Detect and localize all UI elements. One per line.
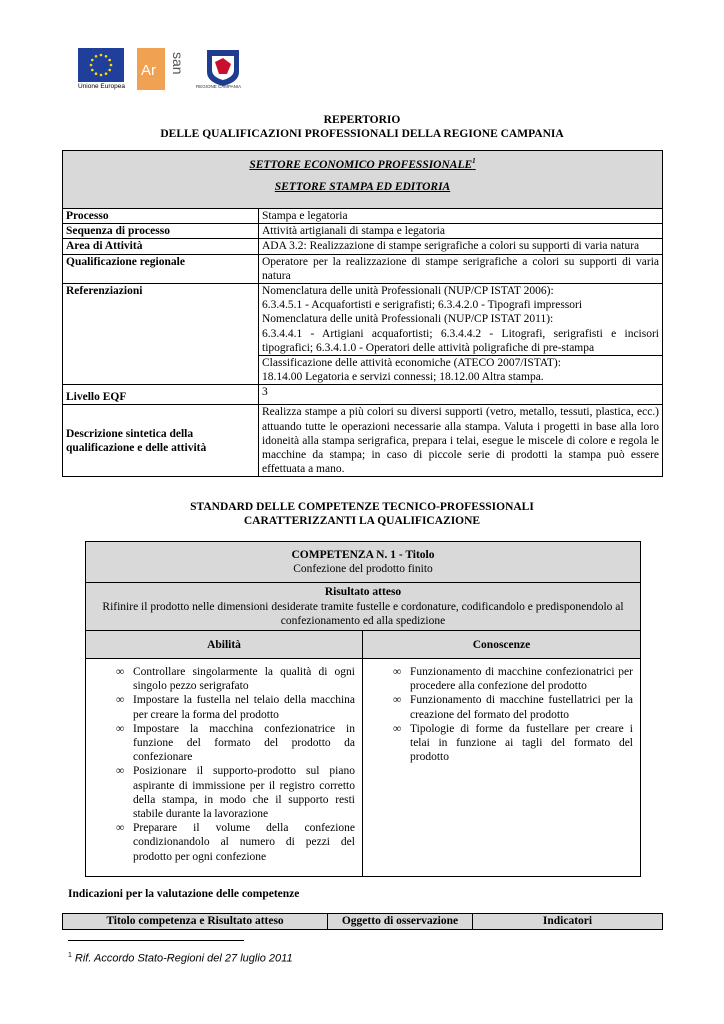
valutazione-table — [62, 913, 663, 930]
infinity-bullet-icon: ∞ — [116, 822, 125, 835]
campania-label: REGIONE CAMPANIA — [196, 84, 242, 89]
sector-title: SETTORE ECONOMICO PROFESSIONALE — [249, 158, 473, 171]
table-row — [63, 239, 663, 254]
abilita-list — [89, 659, 359, 870]
standard-subtitle: CARATTERIZZANTI LA QUALIFICAZIONE — [243, 515, 481, 527]
competenza-table — [85, 541, 641, 877]
col-titolo-header: Titolo competenza e Risultato atteso — [63, 914, 328, 930]
qualificazione-value: Operatore per la realizzazione di stampe serigrafiche a colori su supporti di varia natura — [259, 254, 663, 283]
competenza-heading: COMPETENZA N. 1 - Titolo — [291, 549, 435, 561]
risultato-heading: Risultato atteso — [324, 586, 402, 599]
infinity-bullet-icon: ∞ — [393, 722, 402, 735]
svg-text:san: san — [170, 52, 186, 75]
eqf-label: Livello EQF — [63, 385, 259, 405]
infinity-bullet-icon: ∞ — [393, 666, 402, 679]
repertorio-title: REPERTORIO — [323, 114, 401, 126]
table-row — [63, 224, 663, 239]
descrizione-label: Descrizione sintetica della qualificazione e delle attività — [63, 405, 259, 477]
list-item: ∞ Impostare la macchina confezionatrice in funzione del formato del prodotto da confezionare — [116, 722, 355, 764]
descrizione-value: Realizza stampe a più colori su diversi supporti (vetro, metallo, tessuti, plastica, ecc.) attuando tutte le operazioni necessarie alla stampa. Valuta i progetti in base alla loro idoneità alla stampa serigrafica, prepara i telai, esegue le miscele di colore e regola le macchine da stampa; in caso di piccole serie di prodotti la stampa può essere effettuata a mano. — [259, 405, 663, 477]
eu-label: Unione Europea — [78, 83, 125, 90]
svg-text:Ar: Ar — [141, 62, 156, 79]
conoscenze-list — [366, 659, 637, 770]
list-item: ∞ Tipologie di forme da fustellare per creare i telai in funzione ai tagli del formato del prodotto — [393, 722, 633, 764]
header-logos — [78, 48, 378, 94]
sector-header-cell — [63, 151, 663, 209]
competenza-header-cell — [86, 542, 641, 583]
infinity-bullet-icon: ∞ — [116, 722, 125, 735]
nup2011-title: Nomenclatura delle unità Professionali (NUP/CP ISTAT 2011): — [262, 313, 554, 326]
infinity-bullet-icon: ∞ — [393, 694, 402, 707]
infinity-bullet-icon: ∞ — [116, 765, 125, 778]
footnote — [68, 949, 293, 966]
table-row — [63, 914, 663, 930]
qualificazione-label: Qualificazione regionale — [63, 254, 259, 283]
ateco-title: Classificazione delle attività economiche (ATECO 2007/ISTAT): — [262, 357, 561, 370]
list-item: ∞ Controllare singolarmente la qualità di ogni singolo pezzo serigrafato — [116, 666, 355, 693]
risultato-cell — [86, 583, 641, 631]
sector-name: SETTORE STAMPA ED EDITORIA — [274, 181, 451, 193]
processo-value: Stampa e legatoria — [259, 209, 663, 224]
list-item: ∞ Posizionare il supporto-prodotto sul piano aspirante di immissione per il registro corretto della stampa, in modo che il supporto resti stabile durante la lavorazione — [116, 765, 355, 821]
col-oggetto-header: Oggetto di osservazione — [328, 914, 473, 930]
conoscenze-cell — [363, 659, 641, 877]
eqf-value: 3 — [259, 385, 663, 405]
footnote-divider — [68, 940, 244, 941]
infinity-bullet-icon: ∞ — [116, 666, 125, 679]
abilita-cell — [86, 659, 363, 877]
table-row — [63, 254, 663, 283]
repertorio-subtitle: DELLE QUALIFICAZIONI PROFESSIONALI DELLA REGIONE CAMPANIA — [160, 128, 564, 140]
conoscenze-heading: Conoscenze — [363, 631, 641, 659]
list-item: ∞ Funzionamento di macchine confezionatrici per procedere alla confezione del prodotto — [393, 666, 633, 693]
eu-stars-icon — [78, 48, 124, 82]
qualification-table — [62, 150, 663, 477]
table-row — [63, 405, 663, 477]
nup2006-value: 6.3.4.5.1 - Acquafortisti e serigrafisti; 6.3.4.2.0 - Tipografi impressori — [262, 299, 583, 312]
ateco-value: 18.14.00 Legatoria e servizi connessi; 18.12.00 Altra stampa. — [262, 371, 544, 384]
sequenza-value: Attività artigianali di stampa e legatoria — [259, 224, 663, 239]
table-row — [63, 209, 663, 224]
list-item: ∞ Impostare la fustella nel telaio della macchina per creare la forma del prodotto — [116, 694, 355, 721]
referenziazioni-label: Referenziazioni — [63, 284, 259, 385]
list-item: ∞ Funzionamento di macchine fustellatrici per la creazione del formato del prodotto — [393, 694, 633, 721]
abilita-heading: Abilità — [86, 631, 363, 659]
area-value: ADA 3.2: Realizzazione di stampe serigrafiche a colori su supporti di varia natura — [259, 239, 663, 254]
valutazione-heading: Indicazioni per la valutazione delle competenze — [68, 888, 300, 900]
footnote-number: 1 — [68, 952, 72, 959]
nup2006-title: Nomenclatura delle unità Professionali (NUP/CP ISTAT 2006): — [262, 285, 554, 298]
eu-flag-logo — [78, 48, 124, 82]
standard-title: STANDARD DELLE COMPETENZE TECNICO-PROFESSIONALI — [190, 501, 534, 513]
table-row — [63, 284, 663, 356]
competenza-title: Confezione del prodotto finito — [293, 563, 433, 576]
infinity-bullet-icon: ∞ — [116, 694, 125, 707]
arsan-logo — [137, 48, 187, 90]
risultato-text: Rifinire il prodotto nelle dimensioni desiderate tramite fustelle e cordonature, codificandolo e predisponendolo al confezionamento ed alla spedizione — [102, 600, 624, 627]
col-indicatori-header: Indicatori — [473, 914, 663, 930]
sequenza-label: Sequenza di processo — [63, 224, 259, 239]
ateco-cell — [259, 356, 663, 385]
processo-label: Processo — [63, 209, 259, 224]
nup2011-value: 6.3.4.4.1 - Artigiani acquafortisti; 6.3.4.4.2 - Litografi, serigrafisti e incisori tipografici; 6.3.4.1.0 - Operatori delle attività poligrafiche di pre-stampa — [262, 327, 660, 354]
footnote-ref: 1 — [472, 157, 476, 165]
footnote-text: Rif. Accordo Stato-Regioni del 27 luglio 2011 — [74, 952, 293, 965]
area-label: Area di Attività — [63, 239, 259, 254]
list-item: ∞ Preparare il volume della confezione condizionandolo al numero di pezzi del prodotto per ogni confezione — [116, 822, 355, 863]
nup-cell — [259, 284, 663, 356]
table-row — [63, 385, 663, 405]
